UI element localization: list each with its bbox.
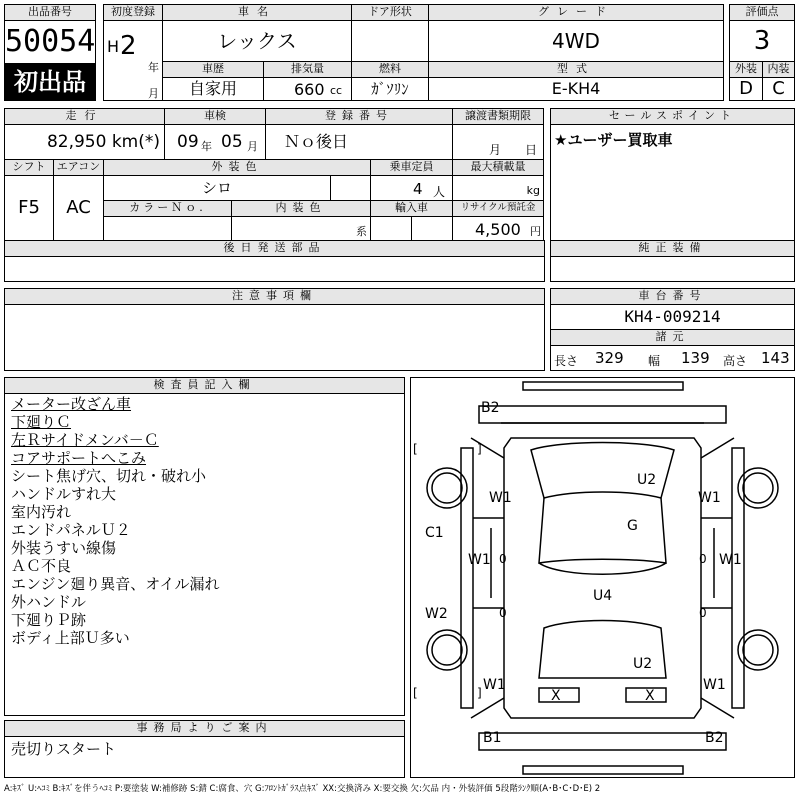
- ext-color-label: 外装色: [103, 159, 371, 176]
- transfer-box: [452, 124, 544, 160]
- displacement-box: [263, 77, 352, 101]
- int-color-box: [231, 216, 371, 241]
- mark-u2-top: U2: [637, 472, 657, 488]
- mark-w1-lt: W1: [489, 490, 512, 506]
- reg-no-label: 登録番号: [265, 108, 453, 125]
- ext-color: シロ: [103, 175, 331, 201]
- recycle-unit: 円: [530, 225, 541, 238]
- mark-w1-rt: W1: [698, 490, 721, 506]
- caution: [4, 304, 545, 371]
- insp-month-unit: 月: [247, 140, 258, 153]
- int-rating: C: [762, 77, 795, 101]
- mark-w1-lb: W1: [483, 677, 506, 693]
- mark-w1-rb: W1: [703, 677, 726, 693]
- note-line: 外ハンドル: [11, 593, 87, 611]
- mark-w1-lm: W1: [468, 552, 491, 568]
- shift-label: シフト: [4, 159, 54, 176]
- office-label: 事務局よりご案内: [4, 720, 405, 737]
- int-label: 内装: [762, 61, 795, 78]
- inspection-box: [164, 124, 266, 160]
- model: E-KH4: [428, 77, 724, 101]
- first-reg-label: 初度登録: [103, 4, 163, 21]
- mark-w2: W2: [425, 606, 448, 622]
- mileage-label: 走行: [4, 108, 165, 125]
- note-line: 左Ｒサイドメンバ－Ｃ: [11, 431, 159, 449]
- car-name: レックス: [162, 20, 352, 62]
- era: H: [107, 37, 120, 56]
- bracket-l1: [: [413, 442, 418, 456]
- inspection-label: 車検: [164, 108, 266, 125]
- capacity: 4: [413, 180, 423, 198]
- month-unit: 月: [148, 87, 159, 100]
- color-no-label: カラーＮｏ.: [103, 200, 232, 217]
- later-parts-label: 後日発送部品: [4, 240, 545, 257]
- note-line: コアサポートへこみ: [11, 449, 147, 467]
- fuel: ｶﾞｿﾘﾝ: [351, 77, 429, 101]
- door: [351, 20, 429, 62]
- recycle: 4,500: [475, 220, 521, 239]
- mark-w1-rm: W1: [719, 552, 742, 568]
- note-line: 外装うすい線傷: [11, 539, 117, 557]
- note-line: エンドパネルＵ２: [11, 521, 131, 539]
- recycle-box: [452, 216, 544, 241]
- displacement-unit: cc: [330, 84, 343, 97]
- note-line: メーター改ざん車: [11, 395, 132, 413]
- later-parts: [4, 256, 545, 282]
- model-label: 型式: [428, 61, 724, 78]
- bracket-l2: [: [413, 686, 418, 700]
- genuine-label: 純正装備: [550, 240, 795, 257]
- era-year: 2: [120, 31, 137, 61]
- note-line: 下廻りＣ: [11, 413, 72, 431]
- first-reg-box: [103, 20, 163, 101]
- inspector-label: 検査員記入欄: [4, 377, 405, 394]
- ext-rating: D: [729, 77, 763, 101]
- mileage: 82,950 km(*): [4, 124, 165, 160]
- height: 143: [761, 349, 790, 367]
- width: 139: [681, 349, 710, 367]
- note-line: ボディ上部Ｕ多い: [11, 629, 130, 647]
- legend: A:ｷｽﾞ U:ﾍｺﾐ B:ｷｽﾞを伴うﾍｺﾐ P:要塗装 W:補修跡 S:錆 C:腐食、穴 G:ﾌﾛﾝﾄｶﾞﾗｽ点ｷｽﾞ XX:交換済み X:要交換 欠:欠品 内・外装評価 5段階ﾗﾝｸ順(A･B･C･D･E) 2: [4, 784, 601, 794]
- genuine: [550, 256, 795, 282]
- displacement-label: 排気量: [263, 61, 352, 78]
- mark-zero1: 0: [499, 552, 507, 566]
- length: 329: [595, 349, 624, 367]
- mark-x-right: X: [645, 688, 655, 704]
- dims-box: [550, 345, 795, 371]
- capacity-box: [370, 175, 453, 201]
- dims-label: 諸元: [550, 329, 795, 346]
- note-line: ＡＣ不良: [11, 557, 72, 575]
- import-box-a: [370, 216, 412, 241]
- insp-year: 09: [177, 132, 199, 152]
- ext-color-extra: [330, 175, 371, 201]
- caution-label: 注意事項欄: [4, 288, 545, 305]
- mark-g: G: [627, 518, 638, 534]
- mark-b2-bot: B2: [705, 730, 724, 746]
- car-outline: [411, 378, 794, 777]
- note-line: シート焦げ穴、切れ・破れ小: [11, 467, 207, 485]
- int-color-label: 内装色: [231, 200, 371, 217]
- lot-no: 50054: [4, 20, 96, 64]
- height-label: 高さ: [723, 354, 748, 368]
- note-line: 室内汚れ: [11, 503, 72, 521]
- transfer-label: 譲渡書類期限: [452, 108, 544, 125]
- mark-x-left: X: [551, 688, 561, 704]
- int-color-unit: 系: [356, 225, 367, 238]
- chassis: KH4-009214: [550, 304, 795, 330]
- grade: 4WD: [428, 20, 724, 62]
- first-listing-badge: 初出品: [4, 63, 96, 101]
- chassis-label: 車台番号: [550, 288, 795, 305]
- door-label: ドア形状: [351, 4, 429, 21]
- car-name-label: 車名: [162, 4, 352, 21]
- sales-point-label: セールスポイント: [550, 108, 795, 125]
- import-box-b: [411, 216, 453, 241]
- mark-b1: B1: [483, 730, 502, 746]
- note-line: ハンドルすれ大: [11, 485, 117, 503]
- mark-b2-top: B2: [481, 400, 500, 416]
- lot-no-label: 出品番号: [4, 4, 96, 21]
- import-label: 輸入車: [370, 200, 453, 217]
- score: 3: [729, 20, 795, 62]
- max-load-label: 最大積載量: [452, 159, 544, 176]
- mark-zero4: 0: [699, 606, 707, 620]
- history-label: 車歴: [162, 61, 264, 78]
- reg-no: Ｎｏ後日: [265, 124, 453, 160]
- note-line: エンジン廻り異音、オイル漏れ: [11, 575, 220, 593]
- insp-month: 05: [221, 132, 243, 152]
- max-load-box: [452, 175, 544, 201]
- shift: F5: [4, 175, 54, 241]
- mark-c1: C1: [425, 525, 444, 541]
- bracket-r1: ]: [477, 442, 482, 456]
- max-load-unit: kg: [526, 184, 540, 197]
- year-unit: 年: [148, 61, 159, 74]
- inspector-notes: [4, 393, 405, 716]
- mark-u4: U4: [593, 588, 613, 604]
- capacity-unit: 人: [433, 185, 446, 199]
- length-label: 長さ: [554, 354, 579, 368]
- mark-zero3: 0: [499, 606, 507, 620]
- bracket-r2: ]: [477, 686, 482, 700]
- ac: AC: [53, 175, 104, 241]
- mark-zero2: 0: [699, 552, 707, 566]
- mark-u2-bot: U2: [633, 656, 653, 672]
- office-note: 売切りスタート: [4, 736, 405, 778]
- transfer-month: 月: [489, 143, 502, 157]
- insp-year-unit: 年: [201, 140, 212, 153]
- width-label: 幅: [648, 354, 661, 368]
- damage-diagram: [410, 377, 795, 778]
- fuel-label: 燃料: [351, 61, 429, 78]
- transfer-day: 日: [525, 143, 538, 157]
- ac-label: エアコン: [53, 159, 104, 176]
- grade-label: グレード: [428, 4, 724, 21]
- sales-point: ★ユーザー買取車: [550, 124, 795, 241]
- score-label: 評価点: [729, 4, 795, 21]
- recycle-label: リサイクル預託金: [452, 200, 544, 217]
- color-no: [103, 216, 232, 241]
- capacity-label: 乗車定員: [370, 159, 453, 176]
- note-line: 下廻りＰ跡: [11, 611, 87, 629]
- ext-label: 外装: [729, 61, 763, 78]
- history: 自家用: [162, 77, 264, 101]
- displacement: 660: [294, 80, 325, 99]
